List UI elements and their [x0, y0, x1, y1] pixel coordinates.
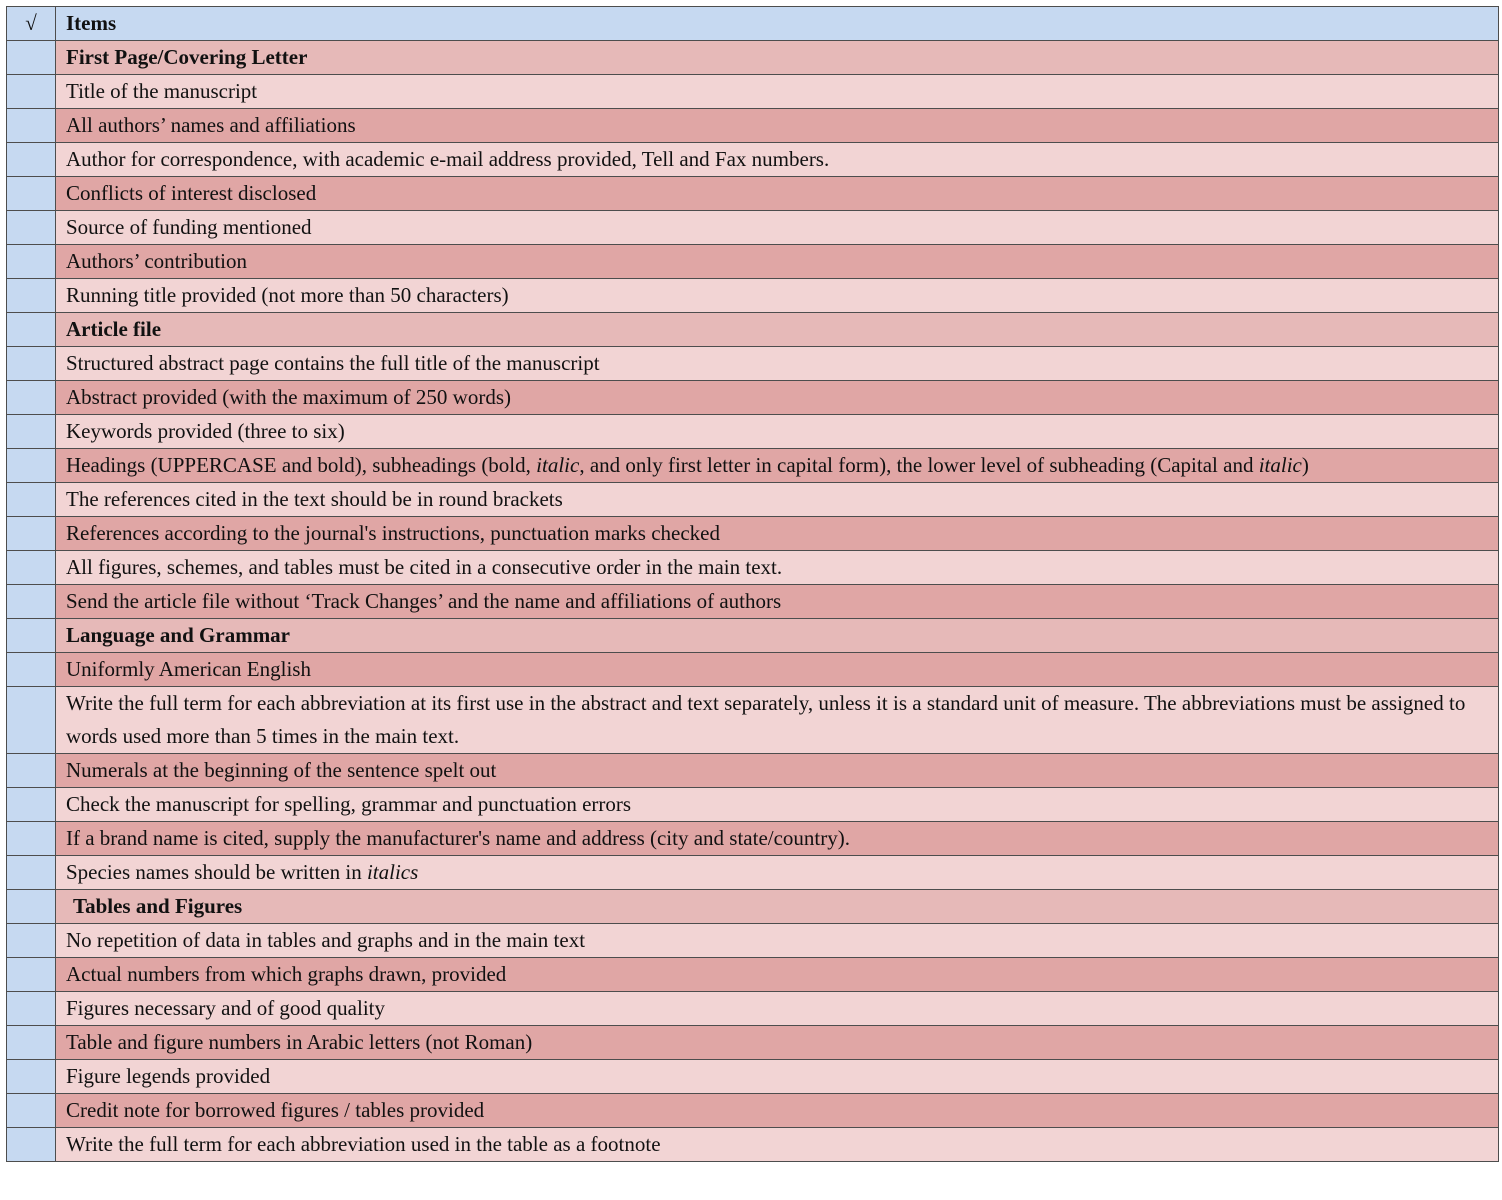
checkbox-cell[interactable]	[7, 75, 56, 109]
italic-text: italic	[1258, 453, 1302, 478]
section-title: Article file	[56, 313, 1499, 347]
checklist-row	[7, 992, 1499, 1026]
checklist-item: Conflicts of interest disclosed	[56, 177, 1499, 211]
checklist-item: Actual numbers from which graphs drawn, provided	[56, 958, 1499, 992]
checkbox-cell[interactable]	[7, 517, 56, 551]
checklist-item	[56, 449, 1499, 483]
items-column-header: Items	[56, 7, 1499, 41]
checklist-row	[7, 856, 1499, 890]
checklist-item: All authors’ names and affiliations	[56, 109, 1499, 143]
checklist-item: Credit note for borrowed figures / tables provided	[56, 1094, 1499, 1128]
section-title: Tables and Figures	[56, 890, 1499, 924]
text-part: , and only first letter in capital form), the lower level of subheading (Capital and	[579, 453, 1259, 478]
checklist-item: Running title provided (not more than 50 characters)	[56, 279, 1499, 313]
checkbox-cell[interactable]	[7, 1128, 56, 1162]
checklist-item: Figure legends provided	[56, 1060, 1499, 1094]
checklist-item: Keywords provided (three to six)	[56, 415, 1499, 449]
submission-checklist-table	[6, 6, 1499, 1162]
checkbox-cell[interactable]	[7, 483, 56, 517]
checkbox-cell[interactable]	[7, 347, 56, 381]
italic-text: italics	[366, 860, 419, 885]
checkbox-cell[interactable]	[7, 551, 56, 585]
section-header-row	[7, 619, 1499, 653]
section-title: Language and Grammar	[56, 619, 1499, 653]
checklist-row	[7, 958, 1499, 992]
checkbox-cell[interactable]	[7, 788, 56, 822]
checklist-row	[7, 449, 1499, 483]
checkbox-cell[interactable]	[7, 585, 56, 619]
checklist-row	[7, 177, 1499, 211]
checklist-item: Check the manuscript for spelling, grammar and punctuation errors	[56, 788, 1499, 822]
checkbox-cell[interactable]	[7, 41, 56, 75]
text-part: Species names should be written in	[66, 860, 367, 885]
checklist-row	[7, 822, 1499, 856]
checkbox-cell[interactable]	[7, 245, 56, 279]
checkbox-cell[interactable]	[7, 653, 56, 687]
checkbox-cell[interactable]	[7, 449, 56, 483]
checkbox-cell[interactable]	[7, 958, 56, 992]
checklist-item: Uniformly American English	[56, 653, 1499, 687]
checkbox-cell[interactable]	[7, 109, 56, 143]
checkbox-cell[interactable]	[7, 754, 56, 788]
checkbox-cell[interactable]	[7, 415, 56, 449]
checklist-row	[7, 347, 1499, 381]
checklist-row	[7, 381, 1499, 415]
checkbox-cell[interactable]	[7, 924, 56, 958]
checklist-row	[7, 788, 1499, 822]
section-header-row	[7, 313, 1499, 347]
checkbox-cell[interactable]	[7, 1060, 56, 1094]
checkbox-cell[interactable]	[7, 279, 56, 313]
checklist-row	[7, 211, 1499, 245]
checklist-row	[7, 1026, 1499, 1060]
checklist-item: Write the full term for each abbreviation at its first use in the abstract and text separately, unless it is a standard unit of measure. The abbreviations must be assigned to words used more than 5 times in the main text.	[56, 687, 1499, 754]
checklist-row	[7, 1094, 1499, 1128]
checklist-row	[7, 687, 1499, 754]
checkbox-cell[interactable]	[7, 890, 56, 924]
checkbox-cell[interactable]	[7, 143, 56, 177]
checklist-item: Source of funding mentioned	[56, 211, 1499, 245]
section-title: First Page/Covering Letter	[56, 41, 1499, 75]
checklist-row	[7, 245, 1499, 279]
checklist-item: The references cited in the text should be in round brackets	[56, 483, 1499, 517]
checklist-row	[7, 109, 1499, 143]
checklist-item: Authors’ contribution	[56, 245, 1499, 279]
checkbox-cell[interactable]	[7, 381, 56, 415]
checklist-row	[7, 415, 1499, 449]
checklist-row	[7, 585, 1499, 619]
checklist-item: Title of the manuscript	[56, 75, 1499, 109]
checklist-row	[7, 75, 1499, 109]
check-column-header: √	[7, 7, 56, 41]
checklist-item: Structured abstract page contains the full title of the manuscript	[56, 347, 1499, 381]
checklist-item: If a brand name is cited, supply the manufacturer's name and address (city and state/country).	[56, 822, 1499, 856]
checklist-row	[7, 551, 1499, 585]
checklist-row	[7, 279, 1499, 313]
checklist-item: Author for correspondence, with academic e-mail address provided, Tell and Fax numbers.	[56, 143, 1499, 177]
checklist-row	[7, 483, 1499, 517]
checkbox-cell[interactable]	[7, 1026, 56, 1060]
checkbox-cell[interactable]	[7, 177, 56, 211]
section-header-row	[7, 890, 1499, 924]
checklist-item: Table and figure numbers in Arabic letters (not Roman)	[56, 1026, 1499, 1060]
checkbox-cell[interactable]	[7, 856, 56, 890]
checkbox-cell[interactable]	[7, 687, 56, 754]
checklist-row	[7, 1128, 1499, 1162]
checklist-row	[7, 924, 1499, 958]
checkbox-cell[interactable]	[7, 822, 56, 856]
checklist-row	[7, 1060, 1499, 1094]
checklist-row	[7, 517, 1499, 551]
section-header-row	[7, 41, 1499, 75]
checkbox-cell[interactable]	[7, 211, 56, 245]
checklist-item: Numerals at the beginning of the sentence spelt out	[56, 754, 1499, 788]
checklist-item: Send the article file without ‘Track Changes’ and the name and affiliations of authors	[56, 585, 1499, 619]
checklist-row	[7, 653, 1499, 687]
italic-text: italic	[536, 453, 580, 478]
checklist-item: No repetition of data in tables and graphs and in the main text	[56, 924, 1499, 958]
checklist-body	[7, 41, 1499, 1162]
checklist-item: All figures, schemes, and tables must be cited in a consecutive order in the main text.	[56, 551, 1499, 585]
checkbox-cell[interactable]	[7, 313, 56, 347]
text-part: Headings (UPPERCASE and bold), subheadings (bold,	[66, 453, 537, 478]
checkbox-cell[interactable]	[7, 1094, 56, 1128]
checklist-row	[7, 754, 1499, 788]
checklist-item: Abstract provided (with the maximum of 250 words)	[56, 381, 1499, 415]
checkbox-cell[interactable]	[7, 619, 56, 653]
text-part: )	[1301, 453, 1309, 478]
checklist-item: Write the full term for each abbreviation used in the table as a footnote	[56, 1128, 1499, 1162]
table-header-row	[7, 7, 1499, 41]
checklist-item	[56, 856, 1499, 890]
checklist-row	[7, 143, 1499, 177]
checklist-item: Figures necessary and of good quality	[56, 992, 1499, 1026]
checkbox-cell[interactable]	[7, 992, 56, 1026]
checklist-item: References according to the journal's instructions, punctuation marks checked	[56, 517, 1499, 551]
